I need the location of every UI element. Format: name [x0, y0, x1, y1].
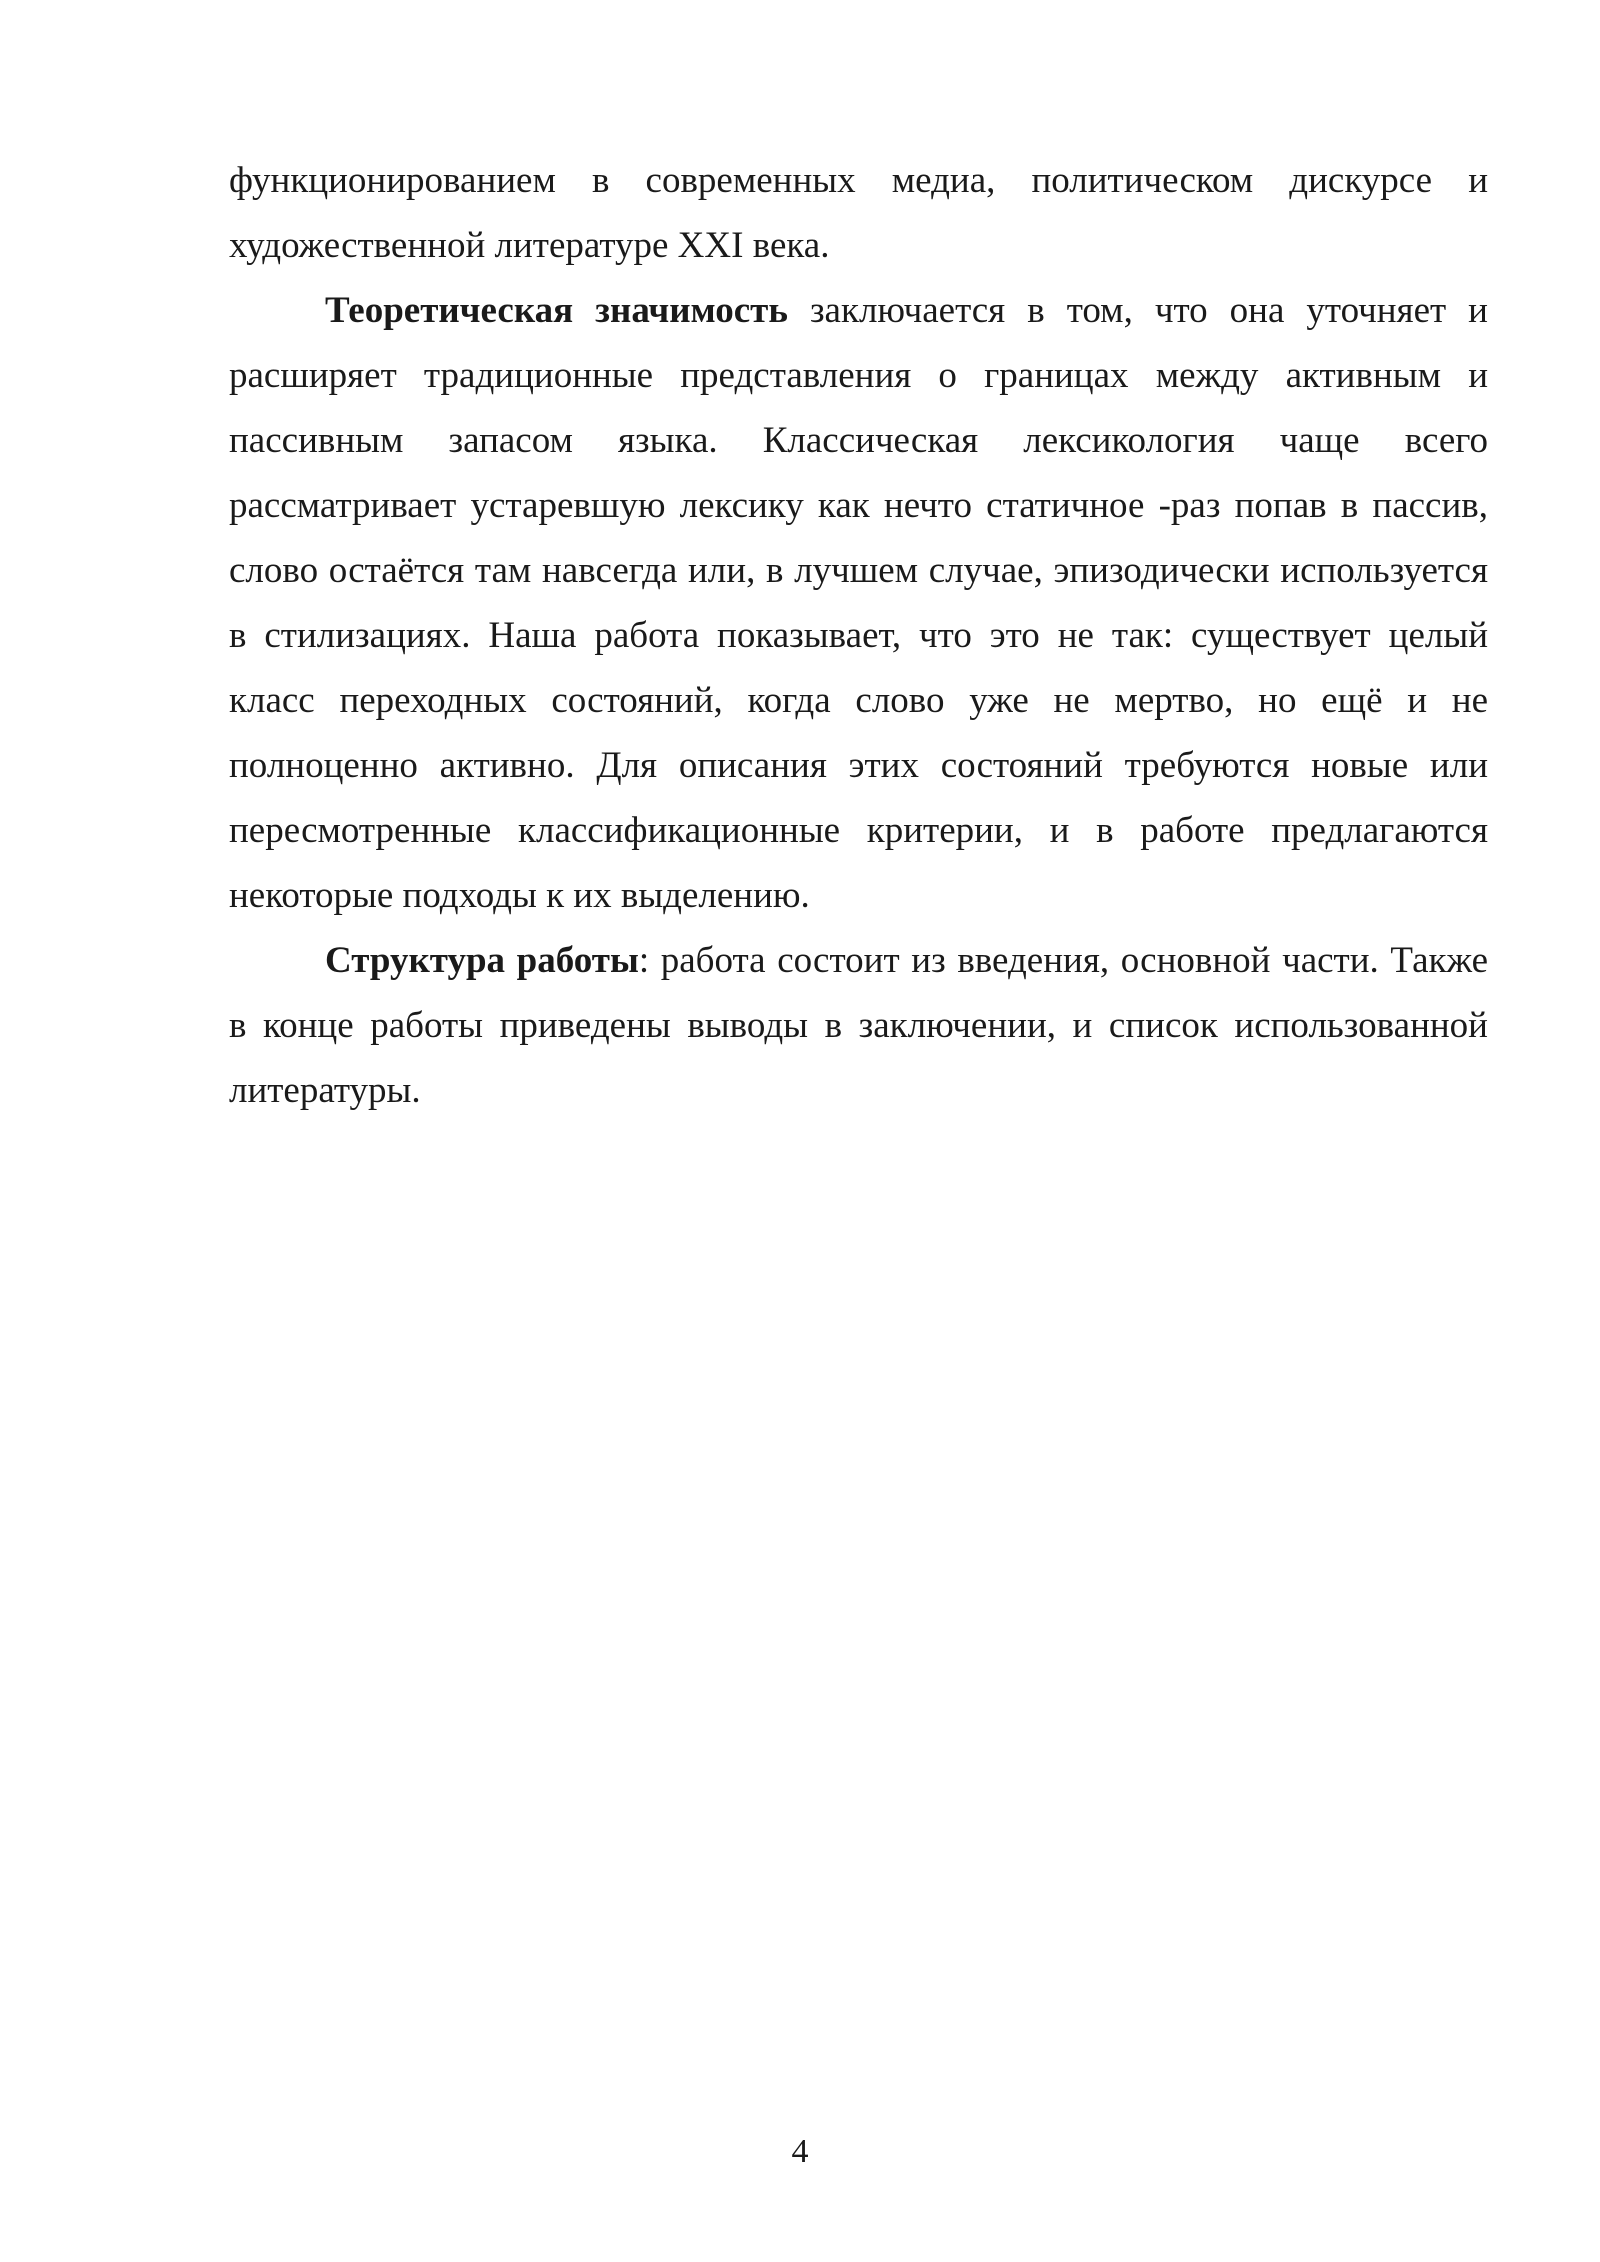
paragraph-bold-lead: Теоретическая значимость — [325, 290, 788, 331]
paragraph-work-structure — [229, 928, 1488, 1123]
page-number: 4 — [791, 2133, 809, 2170]
paragraph-text: функционированием в современных медиа, политическом дискурсе и художественной литературе XXI века. — [229, 160, 1488, 266]
body-text — [229, 148, 1488, 1123]
paragraph-text: заключается в том, что она уточняет и расширяет традиционные представления о границах между активным и пассивным запасом языка. Классическая лексикология чаще всего рассматривает устаревшую лексику как нечто статичное -раз попав в пассив, слово остаётся там навсегда или, в лучшем случае, эпизодически используется в стилизациях. Наша работа показывает, что это не так: существует целый класс переходных состояний, когда слово уже не мертво, но ещё и не полноценно активно. Для описания этих состояний требуются новые или пересмотренные классификационные критерии, и в работе предлагаются некоторые подходы к их выделению. — [229, 290, 1488, 916]
paragraph-text: : работа состоит из введения, основной части. Также в конце работы приведены выводы в заключении, и список использованной литературы. — [229, 940, 1488, 1111]
paragraph-theoretical-significance — [229, 278, 1488, 928]
paragraph-continuation — [229, 148, 1488, 278]
paragraph-bold-lead: Структура работы — [325, 940, 639, 981]
